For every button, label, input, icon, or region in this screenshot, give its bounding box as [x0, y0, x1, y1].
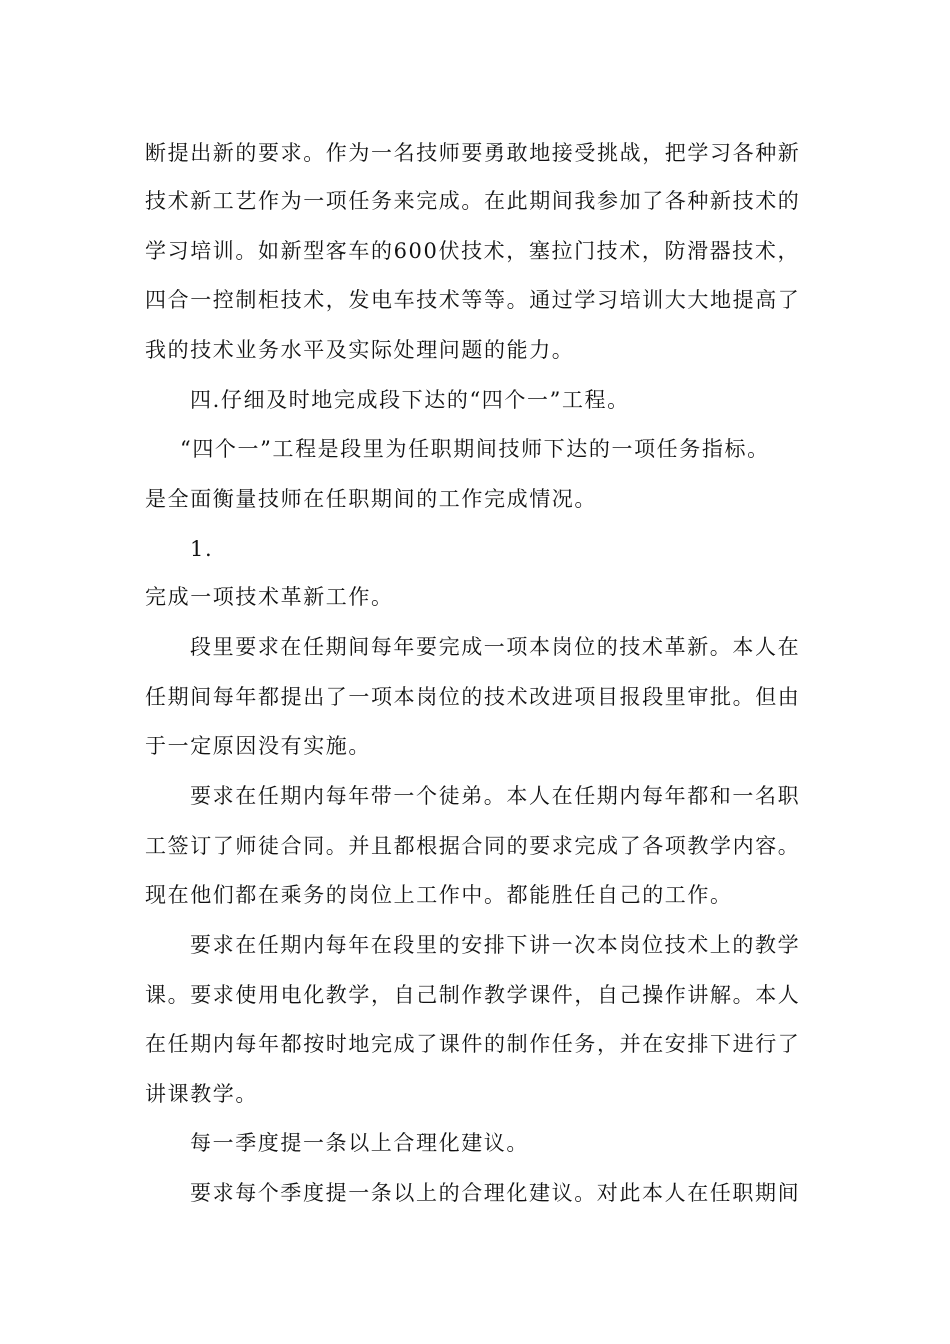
text-line: 讲课教学。 — [145, 1082, 258, 1106]
text-line: 在任期内每年都按时地完成了课件的制作任务，并在安排下进行了 — [145, 1032, 801, 1056]
subsection-heading: 每一季度提一条以上合理化建议。 — [190, 1131, 529, 1155]
text-line: 学习培训。如新型客车的600伏技术，塞拉门技术，防滑器技术， — [145, 239, 801, 263]
text-line: 现在他们都在乘务的岗位上工作中。都能胜任自己的工作。 — [145, 883, 733, 907]
section-heading: 四.仔细及时地完成段下达的“四个一”工程。 — [190, 388, 630, 412]
subsection-heading: 完成一项技术革新工作。 — [145, 585, 394, 609]
text-line: 任期间每年都提出了一项本岗位的技术改进项目报段里审批。但由 — [145, 685, 801, 709]
text-line: 段里要求在任期间每年要完成一项本岗位的技术革新。本人在 — [190, 635, 801, 659]
text-line: “四个一”工程是段里为任职期间技师下达的一项任务指标。 — [180, 437, 770, 461]
text-line: 是全面衡量技师在任职期间的工作完成情况。 — [145, 487, 597, 511]
text-line: 要求每个季度提一条以上的合理化建议。对此本人在任职期间 — [190, 1181, 801, 1205]
text-line: 我的技术业务水平及实际处理问题的能力。 — [145, 338, 575, 362]
text-line: 四合一控制柜技术，发电车技术等等。通过学习培训大大地提高了 — [145, 288, 801, 312]
text-line: 课。要求使用电化教学，自己制作教学课件，自己操作讲解。本人 — [145, 983, 801, 1007]
text-line: 要求在任期内每年带一个徒弟。本人在任期内每年都和一名职 — [190, 784, 801, 808]
text-line: 要求在任期内每年在段里的安排下讲一次本岗位技术上的教学 — [190, 933, 801, 957]
text-line: 于一定原因没有实施。 — [145, 734, 371, 758]
text-line: 技术新工艺作为一项任务来完成。在此期间我参加了各种新技术的 — [145, 189, 801, 213]
text-line: 断提出新的要求。作为一名技师要勇敢地接受挑战，把学习各种新 — [145, 141, 801, 165]
list-number: 1. — [190, 537, 214, 561]
text-line: 工签订了师徒合同。并且都根据合同的要求完成了各项教学内容。 — [145, 834, 801, 858]
